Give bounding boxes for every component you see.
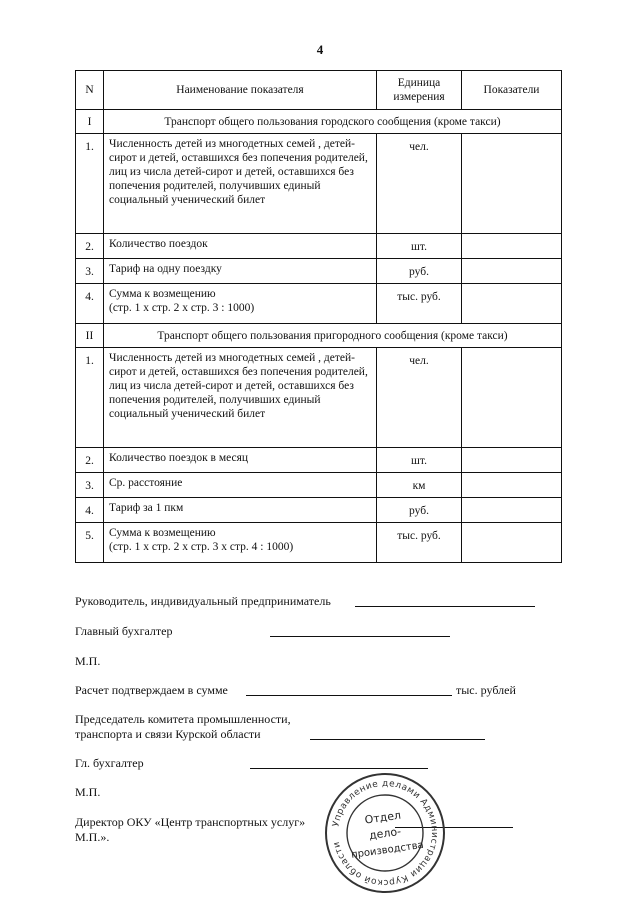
row-number: 3.	[76, 259, 104, 284]
row-name: Ср. расстояние	[104, 473, 377, 498]
table-row	[76, 448, 562, 473]
header-unit-line2: измерения	[393, 91, 445, 103]
row-number: 1.	[76, 348, 104, 448]
row-unit: руб.	[377, 259, 462, 284]
row-number: 3.	[76, 473, 104, 498]
section-title: Транспорт общего пользования пригородного сообщения (кроме такси)	[104, 324, 562, 348]
header-name: Наименование показателя	[104, 71, 377, 110]
header-n: N	[76, 71, 104, 110]
chief-accountant-label: Главный бухгалтер	[75, 624, 173, 638]
row-unit: руб.	[377, 498, 462, 523]
row-unit: км	[377, 473, 462, 498]
chairman-label-line1: Председатель комитета промышленности,	[75, 712, 291, 726]
table-row	[76, 473, 562, 498]
confirm-sum-line	[246, 695, 452, 696]
table-row	[76, 259, 562, 284]
row-name-formula: (стр. 1 х стр. 2 х стр. 3 : 1000)	[109, 302, 255, 314]
row-unit: чел.	[377, 134, 462, 234]
mp-closing-label: М.П.».	[75, 830, 110, 844]
table-row	[76, 134, 562, 234]
table-row	[76, 234, 562, 259]
row-name: Количество поездок в месяц	[104, 448, 377, 473]
chairman-label-line2: транспорта и связи Курской области	[75, 727, 261, 741]
row-name: Численность детей из многодетных семей , детей-сирот и детей, оставшихся без попечения родителей, лиц из числа детей-сирот и детей, оставшихся без попечения родителей, получивших единый социальный ученический билет	[104, 134, 377, 234]
row-value	[462, 234, 562, 259]
row-value	[462, 498, 562, 523]
row-value	[462, 284, 562, 324]
chairman-signature-line	[310, 739, 485, 740]
row-number: 1.	[76, 134, 104, 234]
table-row	[76, 348, 562, 448]
section-row	[76, 110, 562, 134]
mp-label: М.П.	[75, 785, 101, 799]
row-number: 4.	[76, 284, 104, 324]
stamp-line1: Отдел	[363, 808, 402, 827]
section-number: I	[76, 110, 104, 134]
header-unit-line1: Единица	[397, 77, 441, 89]
table-row	[76, 498, 562, 523]
row-name	[104, 284, 377, 324]
row-value	[462, 473, 562, 498]
indicators-table	[75, 70, 562, 563]
page-number: 4	[316, 42, 324, 57]
table-row	[76, 284, 562, 324]
section-number: II	[76, 324, 104, 348]
table-header-row	[76, 71, 562, 110]
office-stamp-icon	[323, 771, 447, 895]
confirm-sum-label: Расчет подтверждаем в сумме	[75, 683, 228, 697]
row-value	[462, 348, 562, 448]
row-number: 2.	[76, 234, 104, 259]
row-unit: шт.	[377, 234, 462, 259]
row-value	[462, 523, 562, 563]
row-name: Численность детей из многодетных семей , детей-сирот и детей, оставшихся без попечения родителей, лиц из числа детей-сирот и детей, оставшихся без попечения родителей, получивших единый социальный ученический билет	[104, 348, 377, 448]
row-name: Тариф за 1 пкм	[104, 498, 377, 523]
row-name-line1: Сумма к возмещению	[109, 288, 216, 300]
table-row	[76, 523, 562, 563]
manager-signature-line	[355, 606, 535, 607]
gl-accountant-signature-line	[250, 768, 428, 769]
section-title: Транспорт общего пользования городского сообщения (кроме такси)	[104, 110, 562, 134]
row-unit: чел.	[377, 348, 462, 448]
row-number: 4.	[76, 498, 104, 523]
header-unit	[377, 71, 462, 110]
header-values: Показатели	[462, 71, 562, 110]
row-unit: тыс. руб.	[377, 284, 462, 324]
stamp-ring-text: Управление делами Администрации Курской области	[331, 778, 440, 888]
row-value	[462, 259, 562, 284]
mp-label: М.П.	[75, 654, 101, 668]
manager-label: Руководитель, индивидуальный предприниматель	[75, 594, 331, 608]
row-value	[462, 448, 562, 473]
chairman-label	[75, 712, 291, 742]
row-name: Тариф на одну поездку	[104, 259, 377, 284]
stamp-line3: производства	[350, 839, 425, 861]
stamp-line2: дело-	[368, 824, 402, 843]
row-name	[104, 523, 377, 563]
row-number: 5.	[76, 523, 104, 563]
director-label: Директор ОКУ «Центр транспортных услуг»	[75, 815, 306, 829]
row-number: 2.	[76, 448, 104, 473]
row-name: Количество поездок	[104, 234, 377, 259]
chief-accountant-signature-line	[270, 636, 450, 637]
gl-accountant-label: Гл. бухгалтер	[75, 756, 144, 770]
row-unit: шт.	[377, 448, 462, 473]
confirm-sum-unit: тыс. рублей	[456, 683, 516, 697]
row-value	[462, 134, 562, 234]
row-unit: тыс. руб.	[377, 523, 462, 563]
row-name-formula: (стр. 1 х стр. 2 х стр. 3 х стр. 4 : 1000)	[109, 541, 294, 553]
row-name-line1: Сумма к возмещению	[109, 527, 216, 539]
section-row	[76, 324, 562, 348]
